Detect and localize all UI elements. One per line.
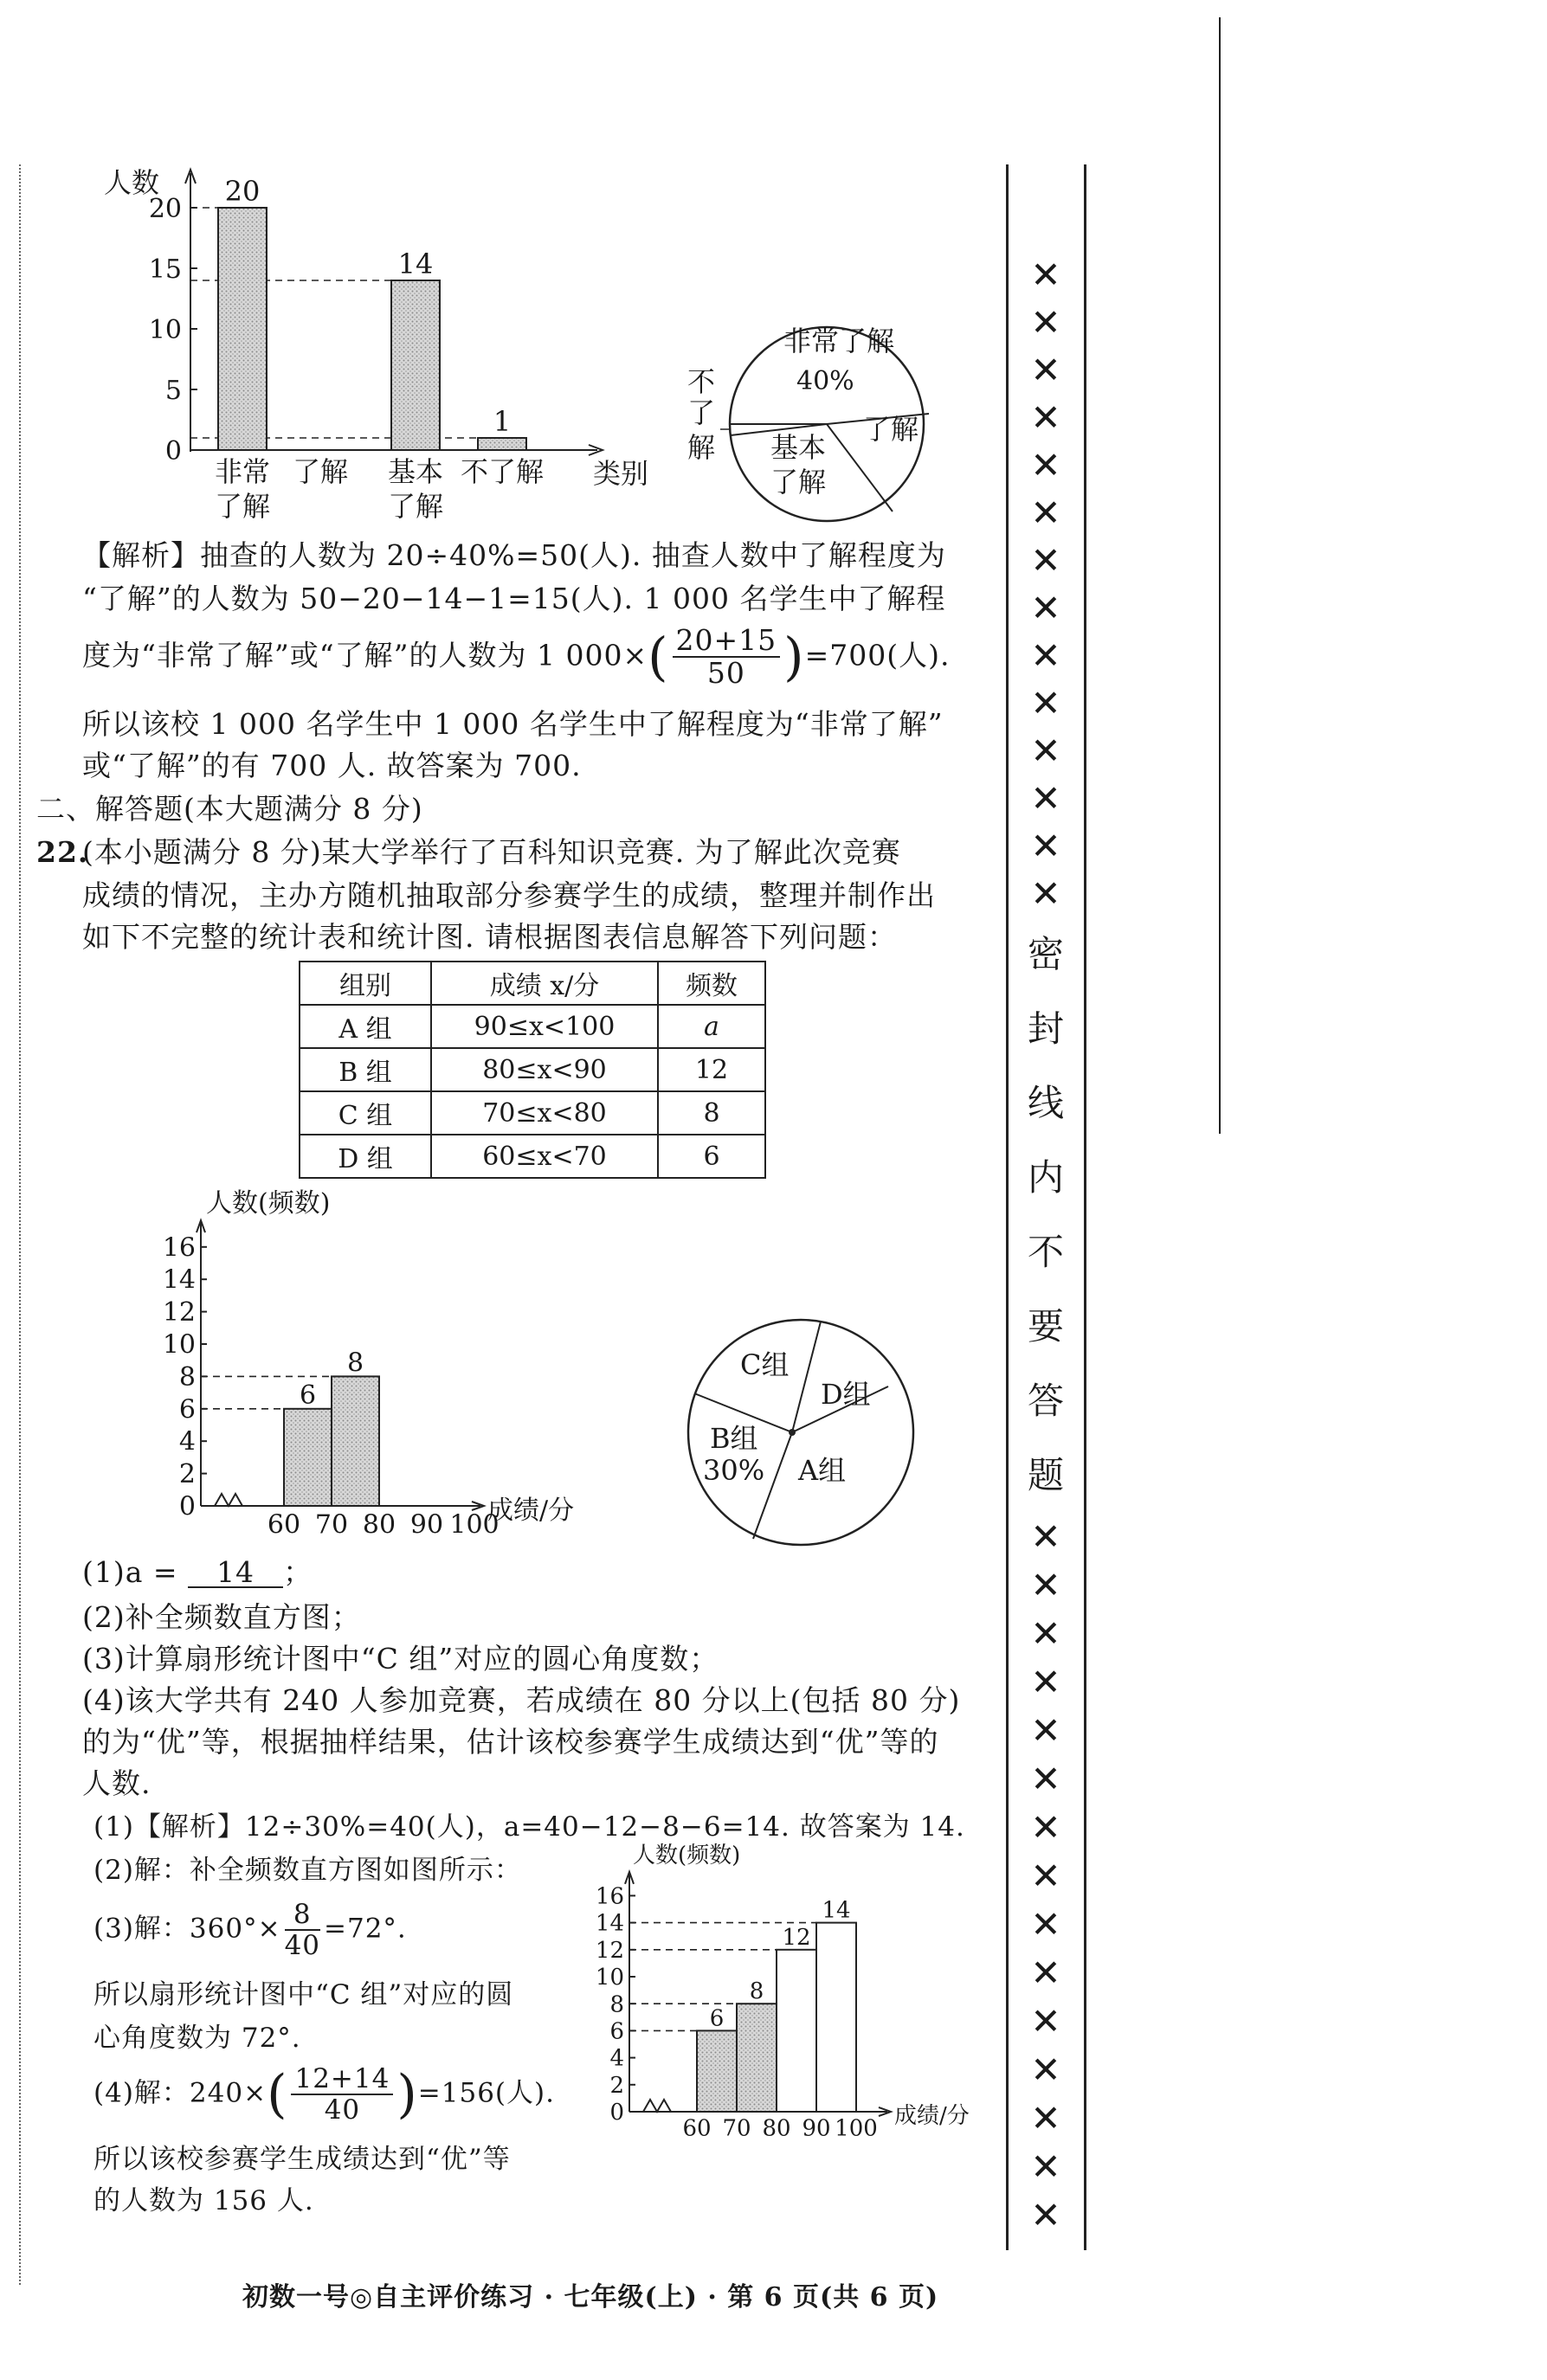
pie2-label-b: B组: [710, 1422, 758, 1455]
y-tick-label: 4: [609, 2045, 624, 2072]
bar-chart-understanding: [104, 156, 667, 523]
histogram-bar: [284, 1409, 332, 1506]
seal-cross-icon: ✕: [1030, 1661, 1061, 1703]
seal-cross-icon: ✕: [1030, 539, 1061, 582]
histogram-bar: [777, 1950, 816, 2112]
analysis1-line3-post: =700(人).: [804, 638, 951, 672]
answer4-post: =156(人).: [417, 2077, 555, 2109]
y-tick-label: 10: [148, 315, 182, 345]
seal-cross-icon: ✕: [1030, 301, 1061, 344]
answer4-line2: 所以该校参赛学生成绩达到“优”等: [93, 2144, 511, 2175]
pie2-label-a: A组: [798, 1454, 847, 1487]
q22-number: 22.: [36, 835, 89, 869]
y-tick-label: 2: [178, 1459, 196, 1490]
axis-break: [215, 1494, 242, 1506]
q22-sub2: (2)补全频数直方图；: [82, 1600, 361, 1634]
bar-value-label: 14: [397, 248, 434, 280]
y-tick-label: 5: [164, 376, 182, 406]
table-header: 频数: [658, 962, 765, 1005]
seal-cross-icon: ✕: [1030, 1855, 1061, 1897]
seal-cross-icon: ✕: [1030, 2000, 1061, 2042]
y-tick-label: 4: [178, 1426, 196, 1457]
page-footer: 初数一号◎自主评价练习 · 七年级(上) · 第 6 页(共 6 页): [242, 2282, 939, 2312]
y-tick-label: 14: [162, 1264, 196, 1296]
left-binding-dots: [19, 164, 21, 2285]
bar-value-label: 6: [709, 2005, 725, 2032]
frequency-table: [299, 961, 766, 1179]
bar-value-label: 20: [224, 175, 261, 208]
fraction: [285, 1900, 320, 1960]
y-tick-label: 16: [595, 1883, 624, 1910]
section2-title: 二、解答题(本大题满分 8 分): [36, 792, 423, 826]
analysis1-line3: 度为“非常了解”或“了解”的人数为 1 000×( $\frac{20+15}{50}$ )=700(人).: [82, 623, 951, 691]
table-cell: 8: [658, 1091, 765, 1135]
fraction-den: 50: [706, 656, 745, 691]
histogram-bar: [332, 1376, 379, 1506]
seal-cross-icon: ✕: [1030, 492, 1061, 534]
answer3-line2: 所以扇形统计图中“C 组”对应的圆: [93, 1979, 514, 2010]
answer3-post: =72°.: [324, 1913, 407, 1945]
table-row: [300, 1005, 765, 1048]
table-cell: a: [658, 1005, 765, 1048]
fraction-den: 40: [324, 2094, 361, 2126]
seal-cross-icon: ✕: [1030, 587, 1061, 629]
seal-cross-icon: ✕: [1030, 1806, 1061, 1849]
seal-char: 不: [1027, 1231, 1064, 1273]
analysis1-line1: 【解析】抽查的人数为 20÷40%=50(人). 抽查人数中了解程度为: [82, 538, 946, 572]
seal-line-right: [1084, 164, 1086, 2250]
fraction: [673, 625, 781, 690]
table-header: 组别: [300, 962, 431, 1005]
pie1-label-40: 40%: [796, 366, 854, 396]
table-header-row: [300, 962, 765, 1005]
seal-cross-icon: ✕: [1030, 1709, 1061, 1752]
seal-cross-icon: ✕: [1030, 444, 1061, 486]
pie1-label-feichang: 非常了解: [783, 325, 895, 357]
seal-cross-icon: ✕: [1030, 634, 1061, 677]
answer2: (2)解：补全频数直方图如图所示：: [93, 1855, 522, 1886]
y-axis-label: 人数(频数): [633, 1843, 741, 1869]
pie2-label-b-pct: 30%: [703, 1454, 765, 1487]
x-axis-label: 成绩/分: [487, 1496, 575, 1526]
answer4: (4)解：240×( $\frac{12+14}{40}$ )=156(人).: [93, 2063, 555, 2126]
y-tick-label: 20: [148, 194, 182, 224]
y-tick-label: 8: [609, 1991, 624, 2018]
pie-chart-understanding: [667, 312, 996, 537]
bar: [218, 208, 267, 450]
y-tick-label: 14: [595, 1910, 624, 1937]
bar-value-label: 8: [346, 1348, 364, 1379]
seal-column: [1020, 251, 1072, 2240]
x-tick-label: 90: [802, 2115, 831, 2142]
table-cell: 90≤x<100: [431, 1005, 658, 1048]
x-tick-label: 60: [682, 2115, 712, 2142]
x-axis-label: 成绩/分: [894, 2103, 970, 2129]
q22-sub1: [82, 1555, 313, 1589]
q22-sub1-post: ；: [283, 1555, 313, 1589]
q22-line2: 成绩的情况，主办方随机抽取部分参赛学生的成绩，整理并制作出: [82, 878, 936, 912]
seal-cross-icon: ✕: [1030, 777, 1061, 820]
table-cell: B 组: [300, 1048, 431, 1091]
q22-line1: (本小题满分 8 分)某大学举行了百科知识竞赛. 为了解此次竞赛: [82, 835, 901, 869]
x-tick-label: 100: [449, 1509, 500, 1541]
y-tick-label: 15: [148, 254, 182, 285]
fraction-den: 40: [284, 1930, 321, 1962]
table-cell: 12: [658, 1048, 765, 1091]
q22-sub4-line2: 的为“优”等，根据抽样结果，估计该校参赛学生成绩达到“优”等的: [82, 1725, 939, 1759]
histogram-complete: [576, 1843, 1017, 2155]
table-cell: 6: [658, 1135, 765, 1178]
x-category-label: 非常: [214, 455, 271, 488]
analysis1-line3-pre: 度为“非常了解”或“了解”的人数为 1 000×: [82, 638, 648, 672]
y-tick-label: 10: [162, 1329, 196, 1360]
x-category-label: 基本: [387, 455, 444, 488]
seal-cross-icon: ✕: [1030, 2097, 1061, 2139]
pie1-label-bu3: 解: [687, 431, 716, 464]
analysis1-line2: “了解”的人数为 50−20−14−1=15(人). 1 000 名学生中了解程: [82, 582, 946, 615]
y-tick-label: 2: [609, 2072, 624, 2099]
bar-value-label: 14: [822, 1897, 851, 1924]
table-header: 成绩 x/分: [431, 962, 658, 1005]
y-tick-label: 10: [595, 1965, 624, 1991]
x-tick-label: 100: [835, 2115, 878, 2142]
axis-break: [643, 2100, 671, 2112]
answer3-pre: (3)解：360°×: [93, 1913, 281, 1945]
y-tick-label: 8: [178, 1361, 196, 1393]
analysis1-line4: 所以该校 1 000 名学生中 1 000 名学生中了解程度为“非常了解”: [82, 707, 944, 741]
q22-line3: 如下不完整的统计表和统计图. 请根据图表信息解答下列问题：: [82, 920, 897, 954]
y-tick-label: 16: [162, 1232, 196, 1264]
table-cell: 80≤x<90: [431, 1048, 658, 1091]
seal-cross-icon: ✕: [1030, 1564, 1061, 1606]
q22-sub1-pre: (1)a =: [82, 1555, 178, 1589]
histogram-bar: [737, 2004, 777, 2112]
seal-cross-icon: ✕: [1030, 682, 1061, 724]
y-tick-label: 6: [178, 1394, 196, 1425]
pie2-label-d: D组: [821, 1378, 871, 1411]
bar: [478, 438, 526, 450]
x-axis-label: 类别: [593, 457, 649, 490]
x-tick-label: 90: [409, 1509, 444, 1541]
x-tick-label: 60: [267, 1509, 301, 1541]
fraction: [291, 2064, 393, 2125]
table-cell: D 组: [300, 1135, 431, 1178]
x-tick-label: 70: [314, 1509, 349, 1541]
x-tick-label: 70: [722, 2115, 751, 2142]
seal-char: 要: [1027, 1305, 1064, 1348]
bar-value-label: 6: [299, 1380, 317, 1411]
seal-cross-icon: ✕: [1030, 730, 1061, 772]
pie1-label-liaojie: 了解: [863, 413, 919, 446]
y-tick-label: 12: [595, 1937, 624, 1964]
pie2-label-c: C组: [740, 1348, 790, 1381]
y-tick-label: 0: [609, 2100, 624, 2126]
x-category-label: 了解: [214, 490, 271, 523]
seal-cross-icon: ✕: [1030, 825, 1061, 867]
pie1-label-jiben: 基本: [770, 431, 827, 464]
histogram-incomplete: [139, 1186, 641, 1549]
table-cell: A 组: [300, 1005, 431, 1048]
seal-cross-icon: ✕: [1030, 1515, 1061, 1558]
bar: [391, 280, 440, 450]
table-cell: 60≤x<70: [431, 1135, 658, 1178]
y-axis-label: 人数(频数): [206, 1188, 331, 1219]
seal-cross-icon: ✕: [1030, 349, 1061, 391]
answer3-line3: 心角度数为 72°.: [93, 2023, 301, 2054]
y-tick-label: 0: [164, 436, 182, 466]
fraction-num: 8: [285, 1900, 320, 1931]
x-category-label: 了解: [387, 490, 444, 523]
pie1-label-bu2: 了: [687, 396, 716, 429]
pie1-label-liaojie2: 了解: [770, 466, 827, 499]
seal-char: 答: [1027, 1380, 1064, 1422]
seal-cross-icon: ✕: [1030, 1952, 1061, 1994]
answer4-line3: 的人数为 156 人.: [93, 2185, 314, 2216]
seal-cross-icon: ✕: [1030, 2194, 1061, 2236]
seal-line-left: [1006, 164, 1009, 2250]
x-tick-label: 80: [362, 1509, 396, 1541]
seal-char: 封: [1027, 1007, 1064, 1050]
y-tick-label: 6: [609, 2018, 624, 2045]
seal-cross-icon: ✕: [1030, 254, 1061, 296]
y-tick-label: 0: [178, 1491, 196, 1522]
answer3: [93, 1900, 407, 1960]
q22-sub4-line3: 人数.: [82, 1766, 151, 1800]
seal-char: 内: [1027, 1156, 1064, 1199]
seal-cross-icon: ✕: [1030, 872, 1061, 915]
bar-value-label: 8: [749, 1978, 764, 2005]
seal-cross-icon: ✕: [1030, 2145, 1061, 2188]
seal-char: 密: [1027, 933, 1064, 975]
bar-value-label: 1: [493, 405, 512, 438]
q22-sub3: (3)计算扇形统计图中“C 组”对应的圆心角度数；: [82, 1642, 719, 1676]
histogram-bar: [697, 2030, 737, 2112]
x-tick-label: 80: [762, 2115, 791, 2142]
table-row: [300, 1091, 765, 1135]
seal-char: 题: [1027, 1454, 1064, 1496]
table-row: [300, 1135, 765, 1178]
pie-chart-groups: [675, 1307, 926, 1558]
y-axis-label: 人数: [104, 166, 160, 199]
seal-cross-icon: ✕: [1030, 396, 1061, 439]
seal-cross-icon: ✕: [1030, 2049, 1061, 2091]
y-tick-label: 12: [162, 1297, 196, 1328]
answer1: (1)【解析】12÷30%=40(人)，a=40−12−8−6=14. 故答案为 14.: [93, 1811, 965, 1843]
seal-cross-icon: ✕: [1030, 1612, 1061, 1655]
q22-sub4-line1: (4)该大学共有 240 人参加竞赛，若成绩在 80 分以上(包括 80 分): [82, 1683, 961, 1717]
q22-sub1-answer: 14: [188, 1558, 283, 1588]
histogram-bar: [816, 1923, 856, 2112]
x-category-label: 不了解: [460, 455, 545, 488]
seal-char: 线: [1027, 1082, 1064, 1124]
seal-cross-icon: ✕: [1030, 1758, 1061, 1800]
seal-cross-icon: ✕: [1030, 1903, 1061, 1946]
fraction-num: 12+14: [291, 2064, 393, 2095]
page-edge-line: [1219, 17, 1221, 1134]
analysis1-line5: 或“了解”的有 700 人. 故答案为 700.: [82, 749, 582, 782]
x-category-label: 了解: [292, 455, 349, 488]
bar-value-label: 12: [782, 1924, 811, 1951]
fraction-num: 20+15: [673, 625, 781, 658]
table-row: [300, 1048, 765, 1091]
table-cell: 70≤x<80: [431, 1091, 658, 1135]
pie1-label-bu: 不: [687, 365, 716, 398]
table-cell: C 组: [300, 1091, 431, 1135]
answer4-pre: (4)解：240×: [93, 2077, 268, 2109]
